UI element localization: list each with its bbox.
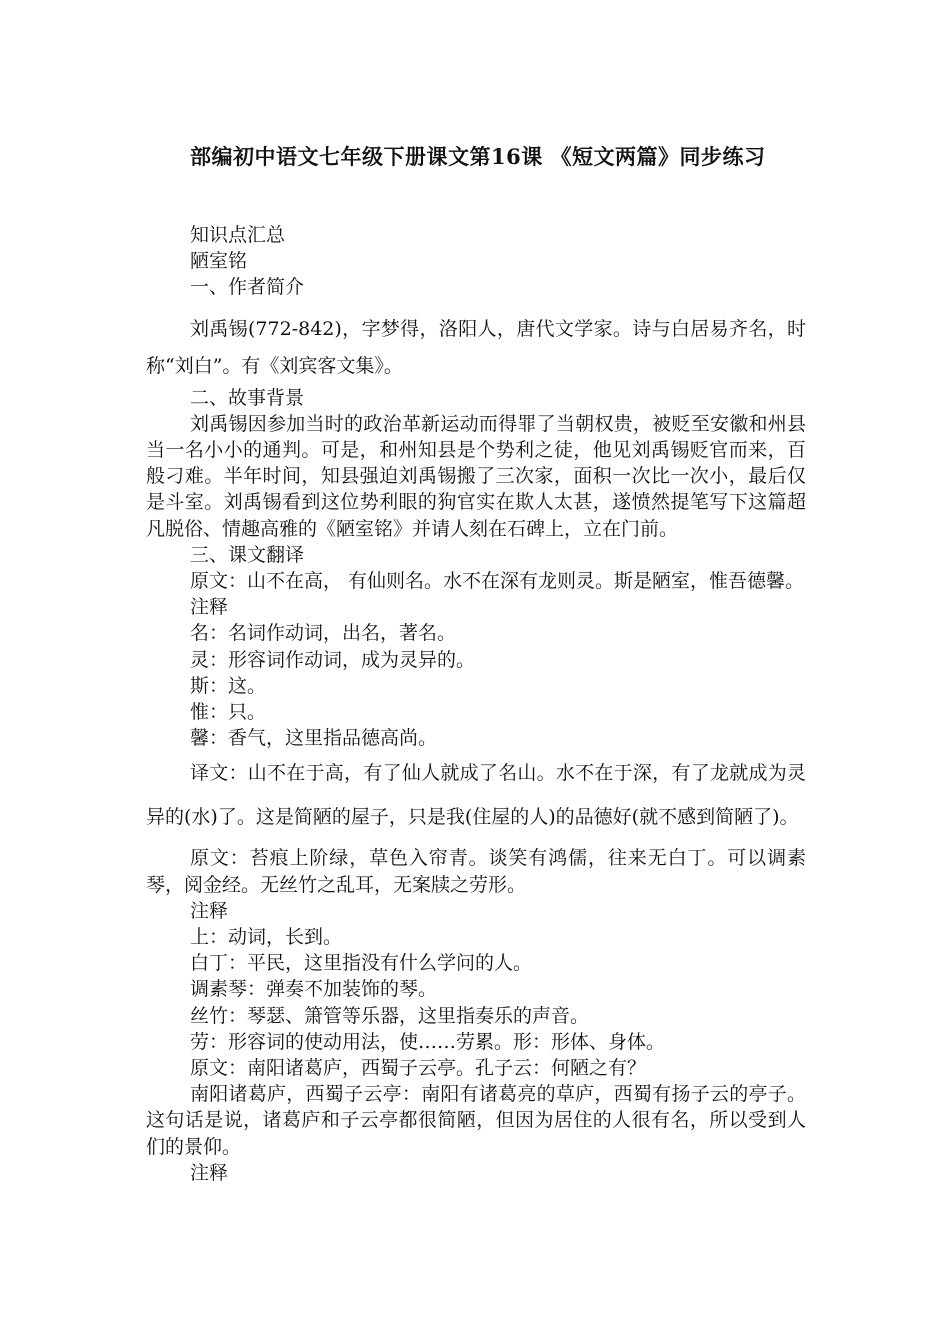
annotation-item: 惟：只。 — [190, 701, 267, 724]
background-paragraph: 刘禹锡因参加当时的政治革新运动而得罪了当朝权贵，被贬至安徽和州县当一名小小的通判。可是，和州知县是个势利之徒，他见刘禹锡贬官而来，百般刁难。半年时间，知县强迫刘禹锡搬了三次家，面积一次比一次小，最后仅是斗室。刘禹锡看到这位势利眼的狗官实在欺人太甚，遂愤然提笔写下这篇超凡脱俗、情趣高雅的《陋室铭》并请人刻在石碑上，立在门前。 — [146, 412, 806, 540]
annotation-item: 灵：形容词作动词，成为灵异的。 — [190, 648, 476, 671]
annotation-item: 名：名词作动词，出名，著名。 — [190, 622, 457, 645]
document-title: 部编初中语文七年级下册课文第16课 《短文两篇》同步练习 — [190, 144, 766, 169]
explanation-text: 南阳诸葛庐，西蜀子云亭：南阳有诸葛亮的草庐，西蜀有扬子云的亭子。这句话是说，诸葛庐和子云亭都很简陋，但因为居住的人很有名，所以受到人们的景仰。 — [146, 1083, 806, 1158]
original-text: 原文：山不在高， 有仙则名。水不在深有龙则灵。斯是陋室，惟吾德馨。 — [190, 570, 805, 593]
annotation-heading: 注释 — [190, 596, 229, 619]
section-heading: 知识点汇总 — [190, 224, 286, 246]
author-intro: 刘禹锡(772-842)，字梦得，洛阳人，唐代文学家。诗与白居易齐名，时称“刘白”。有《刘宾客文集》。 — [146, 317, 806, 377]
annotation-item: 调素琴：弹奏不加装饰的琴。 — [190, 978, 438, 1001]
original-text: 原文：南阳诸葛庐，西蜀子云亭。孔子云：何陋之有？ — [190, 1057, 647, 1080]
annotation-item: 上：动词，长到。 — [190, 926, 343, 949]
translation-text: 译文：山不在于高，有了仙人就成了名山。水不在于深，有了龙就成为灵异的(水)了。这是简陋的屋子，只是我(住屋的人)的品德好(就不感到简陋了)。 — [146, 762, 806, 829]
section-heading: 二、故事背景 — [190, 386, 305, 409]
annotation-item: 劳：形容词的使动用法，使……劳累。形：形体、身体。 — [190, 1030, 666, 1053]
section-heading: 一、作者简介 — [190, 276, 305, 299]
section-heading: 三、课文翻译 — [190, 543, 305, 566]
original-text: 原文：苔痕上阶绿，草色入帘青。谈笑有鸿儒，往来无白丁。可以调素琴，阅金经。无丝竹之乱耳，无案牍之劳形。 — [146, 847, 806, 896]
annotation-item: 丝竹：琴瑟、箫管等乐器，这里指奏乐的声音。 — [190, 1004, 590, 1027]
text-title: 陋室铭 — [190, 250, 248, 273]
annotation-heading: 注释 — [190, 1161, 229, 1184]
annotation-heading: 注释 — [190, 899, 229, 922]
annotation-item: 白丁：平民，这里指没有什么学问的人。 — [190, 952, 533, 975]
document-body — [146, 222, 806, 1186]
annotation-item: 馨：香气，这里指品德高尚。 — [190, 727, 438, 750]
annotation-item: 斯：这。 — [190, 674, 267, 697]
